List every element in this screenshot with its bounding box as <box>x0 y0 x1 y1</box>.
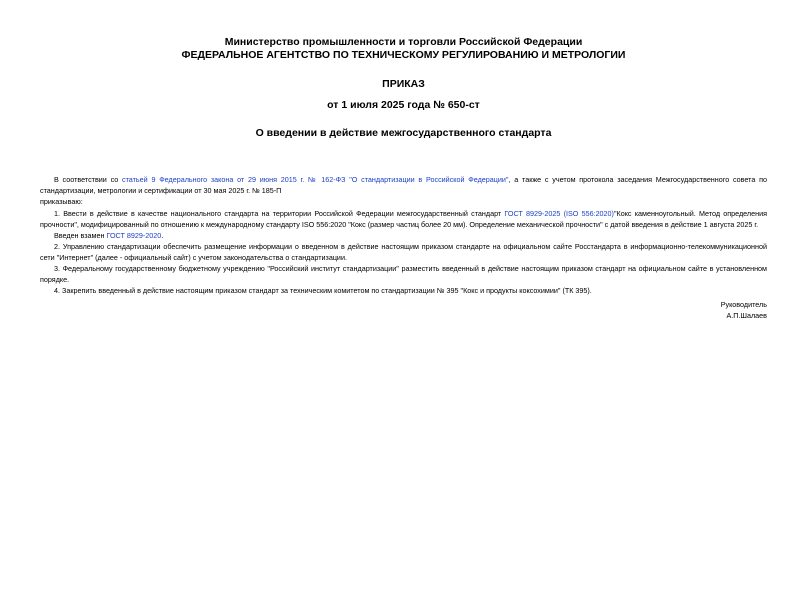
signatory-name: А.П.Шалаев <box>726 311 767 320</box>
order-date-number: от 1 июля 2025 года № 650-ст <box>327 99 480 111</box>
item-4-paragraph: 4. Закрепить введенный в действие настоящим приказом стандарт за техническим комитетом по стандартизации № 395 "Кокс и продукты коксохимии" (ТК 395). <box>54 286 592 295</box>
gost-8929-2020-link[interactable]: ГОСТ 8929-2020 <box>106 231 162 240</box>
item-3-paragraph: 3. Федеральному государственному бюджетному учреждению "Российский институт стандартизации" разместить введенный в действие настоящим приказом стандарт на официальном сайте в установленном порядке. <box>40 264 767 284</box>
item-1-prefix: 1. Ввести в действие в качестве национального стандарта на территории Российской Федерации межгосударственный стандарт <box>54 209 505 218</box>
item-1-suffix: "Кокс каменноугольный. Метод определения прочности", модифицированный по отношению к международному стандарту ISO 556:2020 "Кокс (размер частиц более 20 мм). Определение механической прочности" с датой введения в действие 1 августа 2025 г. <box>40 209 767 229</box>
replaced-prefix: Введен взамен <box>54 231 107 240</box>
item-2-paragraph: 2. Управлению стандартизации обеспечить размещение информации о введенном в действие настоящим приказом стандарте на официальном сайте Росстандарта в информационно-телекоммуникационной сети "Интернет" (далее - официальный сайт) с учетом законодательства о стандартизации. <box>40 242 767 262</box>
preamble-paragraph <box>40 174 767 196</box>
ministry-name: Министерство промышленности и торговли Российской Федерации <box>224 36 583 48</box>
order-word: приказываю: <box>40 197 83 206</box>
federal-law-link[interactable]: статьей 9 Федерального закона от 29 июня 2015 г. № 162-ФЗ "О стандартизации в Российской Федерации" <box>122 175 509 184</box>
order-body <box>40 174 767 296</box>
item-1-paragraph <box>40 208 767 230</box>
document-type: ПРИКАЗ <box>382 78 425 90</box>
agency-name: ФЕДЕРАЛЬНОЕ АГЕНТСТВО ПО ТЕХНИЧЕСКОМУ РЕГУЛИРОВАНИЮ И МЕТРОЛОГИИ <box>181 49 626 61</box>
gost-8929-2025-link[interactable]: ГОСТ 8929-2025 (ISO 556:2020) <box>504 209 614 218</box>
replaced-paragraph <box>40 230 767 241</box>
signature-block <box>40 299 767 321</box>
replaced-suffix: . <box>161 231 164 240</box>
preamble-prefix: В соответствии со <box>54 175 122 184</box>
preamble-suffix: , а также с учетом протокола заседания Межгосударственного совета по стандартизации, метрологии и сертификации от 30 мая 2025 г. № 185-П <box>40 175 767 195</box>
signatory-position: Руководитель <box>720 300 767 309</box>
document-page <box>0 36 807 607</box>
order-subject: О введении в действие межгосударственного стандарта <box>255 127 552 139</box>
